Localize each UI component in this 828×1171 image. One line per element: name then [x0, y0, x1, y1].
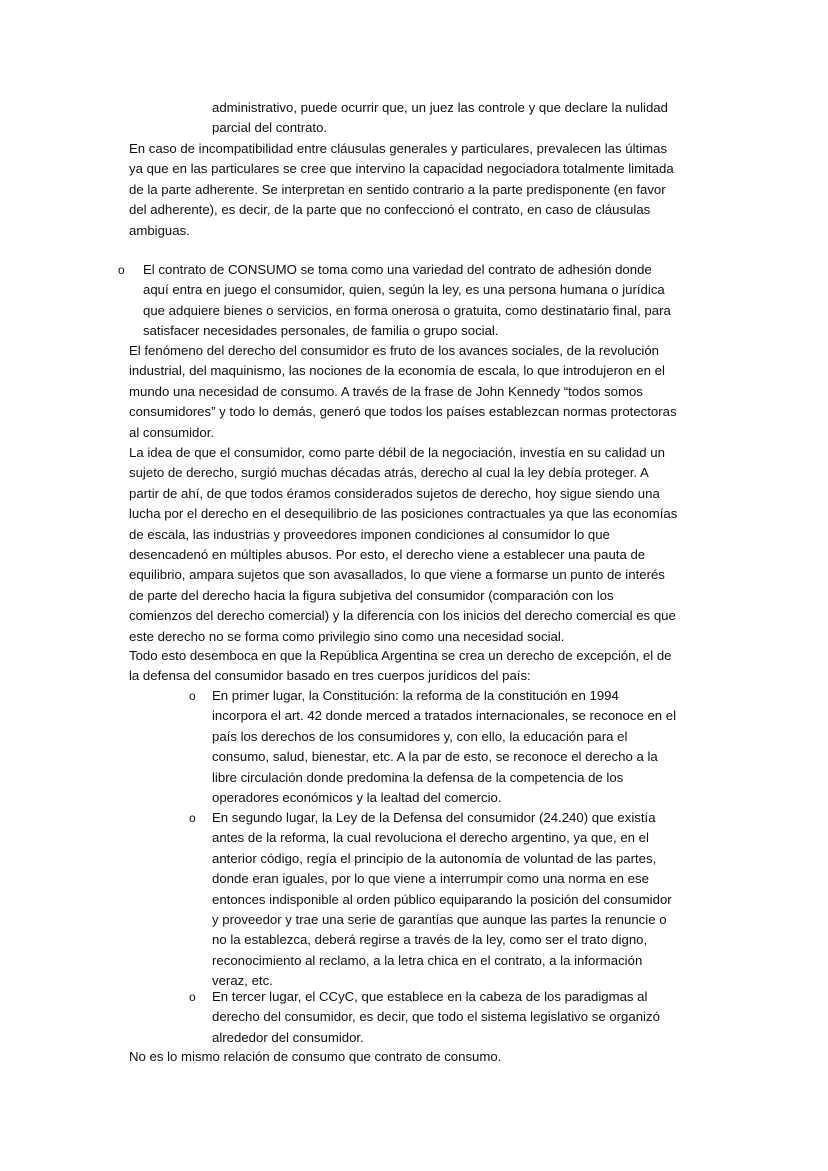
paragraph-final — [129, 1047, 501, 1067]
text-line: partir de ahí, de que todos éramos considerados sujetos de derecho, hoy sigue siendo una — [129, 485, 660, 501]
text-line: administrativo, puede ocurrir que, un juez las controle y que declare la nulidad — [212, 100, 668, 115]
paragraph-fenomeno — [129, 341, 677, 443]
text-line: sujeto de derecho, surgió muchas décadas atrás, derecho al cual la ley debía proteger. A — [129, 465, 649, 481]
text-line: ya que en las particulares se cree que intervino la capacidad negociadora totalmente limitada — [129, 161, 674, 177]
text-line: veraz, etc. — [212, 973, 273, 989]
text-line: país los derechos de los consumidores y, con ello, la educación para el — [212, 728, 628, 744]
text-line: ambiguas. — [129, 222, 190, 238]
text-line: desencadenó en múltiples abusos. Por esto, el derecho viene a establecer una pauta de — [129, 547, 646, 563]
text-line: No es lo mismo relación de consumo que contrato de consumo. — [129, 1049, 502, 1064]
text-line: mundo una necesidad de consumo. A través de la frase de John Kennedy “todos somos — [129, 383, 643, 399]
sub-bullet-ley — [212, 808, 672, 992]
text-line: y proveedor y trae una serie de garantías que aunque las partes la renuncie o — [212, 912, 667, 928]
text-line: antes de la reforma, la cual revoluciona el derecho argentino, ya que, en el — [212, 830, 649, 846]
text-line: En caso de incompatibilidad entre cláusulas generales y particulares, prevalecen las últimas — [129, 141, 668, 156]
bullet-marker: o — [189, 990, 196, 1004]
text-line: En tercer lugar, el CCyC, que establece en la cabeza de los paradigmas al — [212, 989, 648, 1004]
text-line: entonces indisponible al orden público equiparando la posición del consumidor — [212, 891, 672, 907]
text-line: no la establezca, deberá regirse a través de la ley, como ser el trato digno, — [212, 932, 648, 948]
text-line: La idea de que el consumidor, como parte débil de la negociación, investía en su calidad un — [129, 445, 665, 460]
text-line: Todo esto desemboca en que la República Argentina se crea un derecho de excepción, el de — [129, 648, 672, 663]
text-line: este derecho no se forma como privilegio sino como una necesidad social. — [129, 628, 565, 644]
bullet-marker: o — [118, 263, 125, 277]
text-line: comienzos del derecho comercial) y la diferencia con los inicios del derecho comercial es que — [129, 608, 676, 624]
text-line: anterior código, regía el principio de la autonomía de voluntad de las partes, — [212, 850, 657, 866]
continued-indented-text — [212, 98, 668, 139]
text-line: donde eran iguales, por lo que viene a interrumpir como una norma en ese — [212, 871, 649, 887]
text-line: de parte del derecho hacia la figura subjetiva del consumidor (comparación con los — [129, 587, 614, 603]
text-line: al consumidor. — [129, 424, 215, 440]
bullet-marker: o — [189, 811, 196, 825]
text-line: aquí entra en juego el consumidor, quien, según la ley, es una persona humana o jurídica — [143, 282, 665, 298]
paragraph-todo — [129, 646, 672, 687]
text-line: del adherente), es decir, de la parte que no confeccionó el contrato, en caso de cláusulas — [129, 202, 651, 218]
text-line: industrial, del maquinismo, las nociones de la economía de escala, lo que introdujeron en el — [129, 363, 665, 379]
paragraph-incompatibilidad — [129, 139, 674, 241]
text-line: de la parte adherente. Se interpretan en sentido contrario a la parte predisponente (en favor — [129, 181, 666, 197]
sub-bullet-constitucion — [212, 686, 676, 808]
text-line: que adquiere bienes o servicios, en forma onerosa o gratuita, como destinatario final, para — [143, 302, 671, 318]
paragraph-idea — [129, 443, 677, 647]
text-line: equilibrio, ampara sujetos que son avasallados, lo que viene a formarse un punto de interés — [129, 567, 665, 583]
text-line: lucha por el derecho en el desequilibrio de las posiciones contractuales ya que las economías — [129, 506, 678, 522]
text-line: la defensa del consumidor basado en tres cuerpos jurídicos del país: — [129, 668, 531, 684]
text-line: El contrato de CONSUMO se toma como una variedad del contrato de adhesión donde — [143, 262, 652, 277]
text-line: incorpora el art. 42 donde merced a tratados internacionales, se reconoce en el — [212, 708, 677, 724]
text-line: En segundo lugar, la Ley de la Defensa del consumidor (24.240) que existía — [212, 810, 656, 825]
text-line: satisfacer necesidades personales, de familia o grupo social. — [143, 323, 499, 339]
text-line: alrededor del consumidor. — [212, 1029, 364, 1045]
text-line: El fenómeno del derecho del consumidor es fruto de los avances sociales, de la revolución — [129, 343, 660, 358]
bullet-consumo — [143, 260, 671, 342]
text-line: En primer lugar, la Constitución: la reforma de la constitución en 1994 — [212, 688, 619, 703]
text-line: consumidores” y todo lo demás, generó que todos los países establezcan normas protectoras — [129, 404, 677, 420]
text-line: parcial del contrato. — [212, 120, 328, 136]
text-line: de escala, las industrias y proveedores imponen condiciones al consumidor lo que — [129, 526, 610, 542]
text-line: operadores económicos y la lealtad del comercio. — [212, 790, 502, 806]
bullet-marker: o — [189, 689, 196, 703]
text-line: derecho del consumidor, es decir, que todo el sistema legislativo se organizó — [212, 1009, 660, 1025]
text-line: reconocimiento al reclamo, a la letra chica en el contrato, a la información — [212, 952, 643, 968]
sub-bullet-ccyc — [212, 987, 660, 1048]
text-line: libre circulación donde predomina la defensa de la competencia de los — [212, 769, 624, 785]
text-line: consumo, salud, bienestar, etc. A la par de esto, se reconoce el derecho a la — [212, 749, 658, 765]
